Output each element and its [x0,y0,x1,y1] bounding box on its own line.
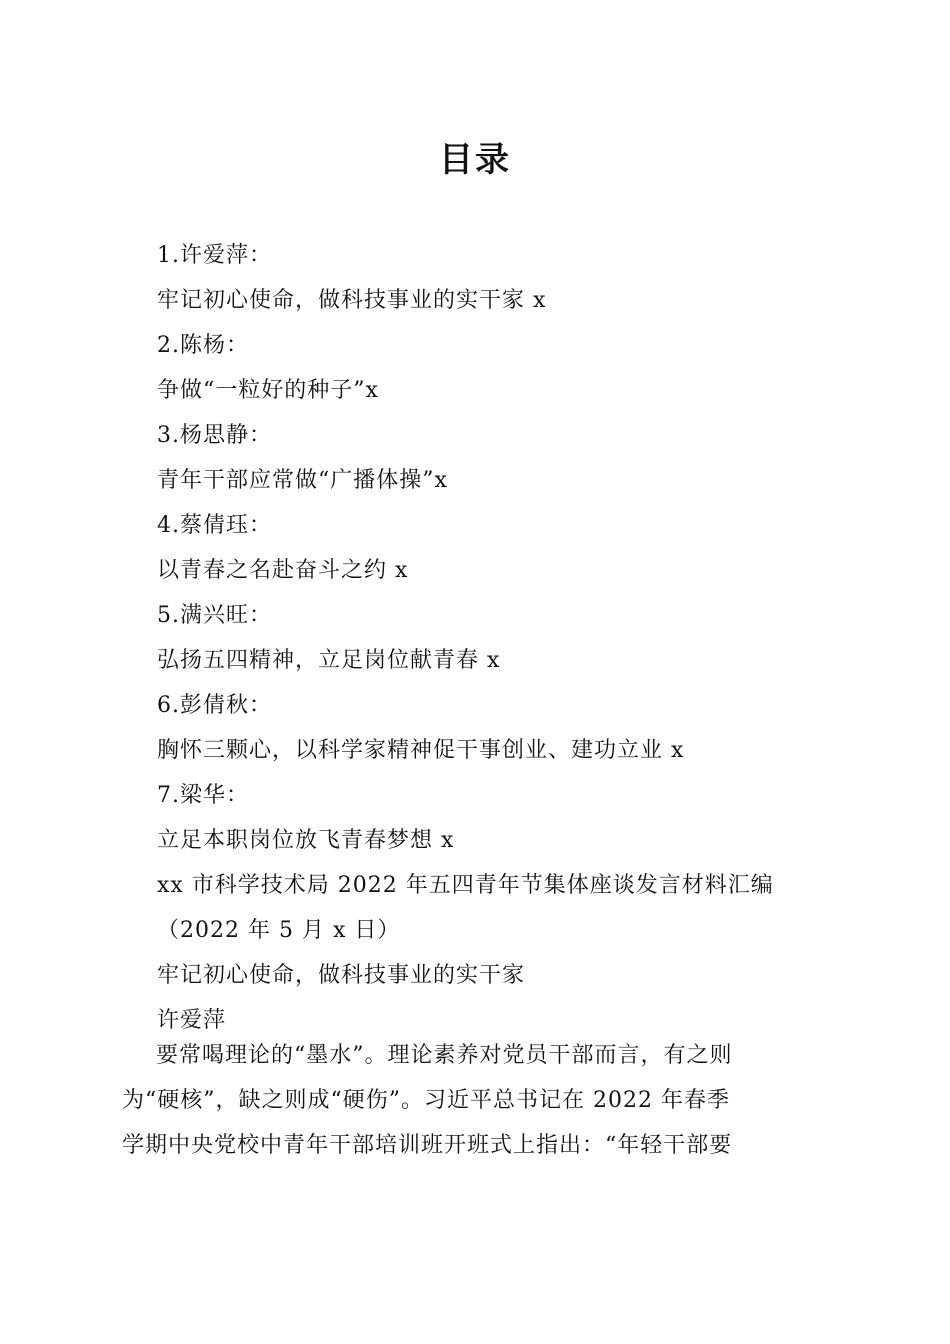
toc-line: 牢记初心使命，做科技事业的实干家 [157,963,526,988]
toc-line: 许爱萍 [157,1008,227,1033]
toc-line: 5.满兴旺： [157,603,272,628]
toc-line: 弘扬五四精神，立足岗位献青春 x [157,648,501,673]
paragraph-line: 要常喝理论的“墨水”。理论素养对党员干部而言，有之则 [156,1043,733,1068]
toc-line: 4.蔡倩珏： [157,513,272,538]
toc-line: 立足本职岗位放飞青春梦想 x [157,828,455,853]
body-paragraph [122,1033,830,1168]
toc-line: 7.梁华： [157,783,249,808]
toc-line: 2.陈杨： [157,333,249,358]
toc-line: xx 市科学技术局 2022 年五四青年节集体座谈发言材料汇编 [157,873,774,898]
table-of-contents [157,233,857,1043]
toc-line: 牢记初心使命，做科技事业的实干家 x [157,288,547,313]
toc-line: 1.许爱萍： [157,243,272,268]
toc-line: 争做“一粒好的种子”x [157,378,379,403]
toc-line: 胸怀三颗心，以科学家精神促干事创业、建功立业 x [157,738,685,763]
toc-line: 以青春之名赴奋斗之约 x [157,558,409,583]
paragraph-line: 学期中央党校中青年干部培训班开班式上指出：“年轻干部要 [122,1133,733,1158]
toc-line: 3.杨思静： [157,423,272,448]
toc-line: 青年干部应常做“广播体操”x [157,468,448,493]
paragraph-line: 为“硬核”，缺之则成“硬伤”。习近平总书记在 2022 年春季 [122,1088,730,1113]
toc-line: （2022 年 5 月 x 日） [157,918,401,943]
toc-line: 6.彭倩秋： [157,693,272,718]
page-title: 目录 [439,140,511,180]
